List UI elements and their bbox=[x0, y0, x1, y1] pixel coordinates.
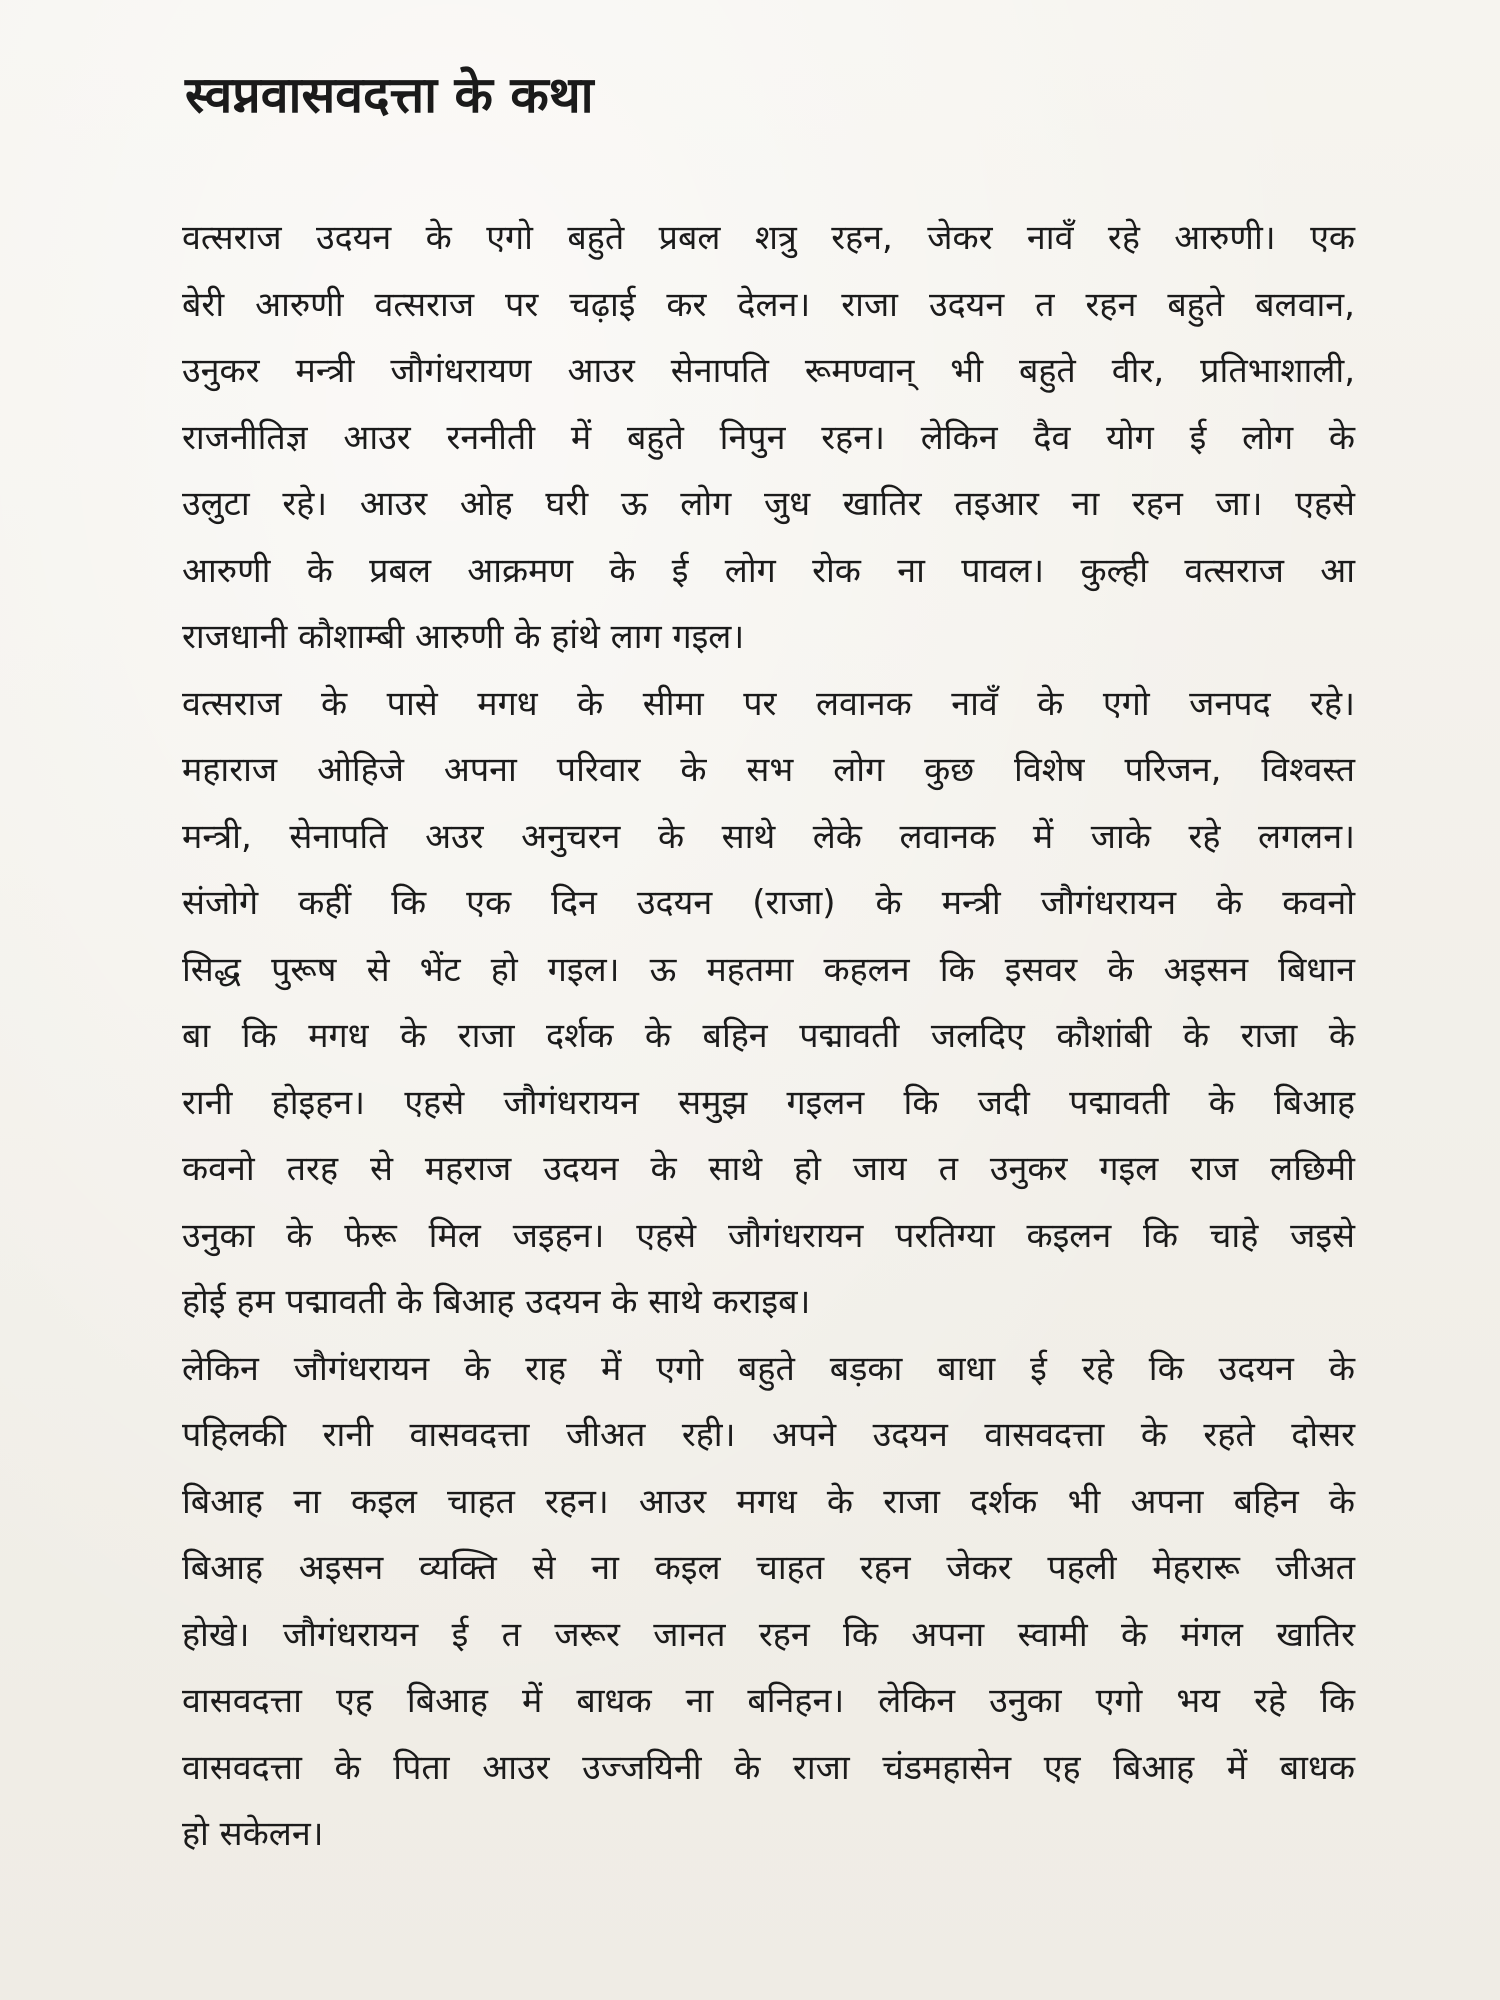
paragraph-2 bbox=[110, 671, 1355, 871]
text-line: संजोगे कहीं कि एक दिन उदयन (राजा) के मन्त्री जौगंधरायन के कवनो bbox=[182, 883, 1355, 923]
text-line: बिआह अइसन व्यक्ति से ना कइल चाहत रहन जेकर पहली मेहरारू जीअत bbox=[182, 1548, 1355, 1588]
text-line: वासवदत्ता एह बिआह में बाधक ना बनिहन। लेकिन उनुका एगो भय रहे कि bbox=[182, 1681, 1355, 1721]
text-line: पहिलकी रानी वासवदत्ता जीअत रही। अपने उदयन वासवदत्ता के रहते दोसर bbox=[182, 1415, 1355, 1455]
text-line: सिद्ध पुरूष से भेंट हो गइल। ऊ महतमा कहलन कि इसवर के अइसन बिधान bbox=[182, 949, 1355, 990]
paragraph-4 bbox=[110, 1336, 1355, 1868]
paragraph-1 bbox=[110, 205, 1355, 671]
text-line: होखे। जौगंधरायन ई त जरूर जानत रहन कि अपना स्वामी के मंगल खातिर bbox=[182, 1614, 1355, 1655]
paragraph-3 bbox=[110, 870, 1355, 1336]
text-line: होई हम पद्मावती के बिआह उदयन के साथे कराइब। bbox=[182, 1282, 811, 1322]
text-line: उनुका के फेरू मिल जइहन। एहसे जौगंधरायन परतिग्या कइलन कि चाहे जइसे bbox=[182, 1215, 1355, 1256]
text-line: उलुटा रहे। आउर ओह घरी ऊ लोग जुध खातिर तइआर ना रहन जा। एहसे bbox=[182, 484, 1355, 524]
text-line: रानी होइहन। एहसे जौगंधरायन समुझ गइलन कि जदी पद्मावती के बिआह bbox=[182, 1082, 1355, 1123]
text-line: हो सकेलन। bbox=[182, 1814, 324, 1854]
text-line: आरुणी के प्रबल आक्रमण के ई लोग रोक ना पावल। कुल्ही वत्सराज आ bbox=[182, 550, 1355, 591]
text-line: वत्सराज के पासे मगध के सीमा पर लवानक नावँ के एगो जनपद रहे। bbox=[182, 683, 1355, 724]
text-line: कवनो तरह से महराज उदयन के साथे हो जाय त उनुकर गइल राज लछिमी bbox=[182, 1149, 1355, 1189]
text-line: बिआह ना कइल चाहत रहन। आउर मगध के राजा दर्शक भी अपना बहिन के bbox=[182, 1481, 1355, 1522]
text-line: महाराज ओहिजे अपना परिवार के सभ लोग कुछ विशेष परिजन, विश्वस्त bbox=[182, 750, 1355, 790]
text-line: बा कि मगध के राजा दर्शक के बहिन पद्मावती जलदिए कौशांबी के राजा के bbox=[182, 1016, 1355, 1056]
text-line: राजधानी कौशाम्बी आरुणी के हांथे लाग गइल। bbox=[182, 617, 745, 657]
text-line: लेकिन जौगंधरायन के राह में एगो बहुते बड़का बाधा ई रहे कि उदयन के bbox=[182, 1348, 1355, 1389]
text-line: वत्सराज उदयन के एगो बहुते प्रबल शत्रु रहन, जेकर नावँ रहे आरुणी। एक bbox=[182, 218, 1355, 258]
body-text bbox=[110, 205, 1355, 1868]
text-line: मन्त्री, सेनापति अउर अनुचरन के साथे लेके लवानक में जाके रहे लगलन। bbox=[182, 816, 1355, 857]
text-line: वासवदत्ता के पिता आउर उज्जयिनी के राजा चंडमहासेन एह बिआह में बाधक bbox=[182, 1747, 1355, 1788]
chapter-title: स्वप्नवासवदत्ता के कथा bbox=[185, 66, 594, 124]
text-line: बेरी आरुणी वत्सराज पर चढ़ाई कर देलन। राजा उदयन त रहन बहुते बलवान, bbox=[182, 284, 1355, 325]
text-line: उनुकर मन्त्री जौगंधरायण आउर सेनापति रूमण्वान् भी बहुते वीर, प्रतिभाशाली, bbox=[182, 351, 1355, 391]
text-line: राजनीतिज्ञ आउर रननीती में बहुते निपुन रहन। लेकिन दैव योग ई लोग के bbox=[182, 417, 1355, 458]
